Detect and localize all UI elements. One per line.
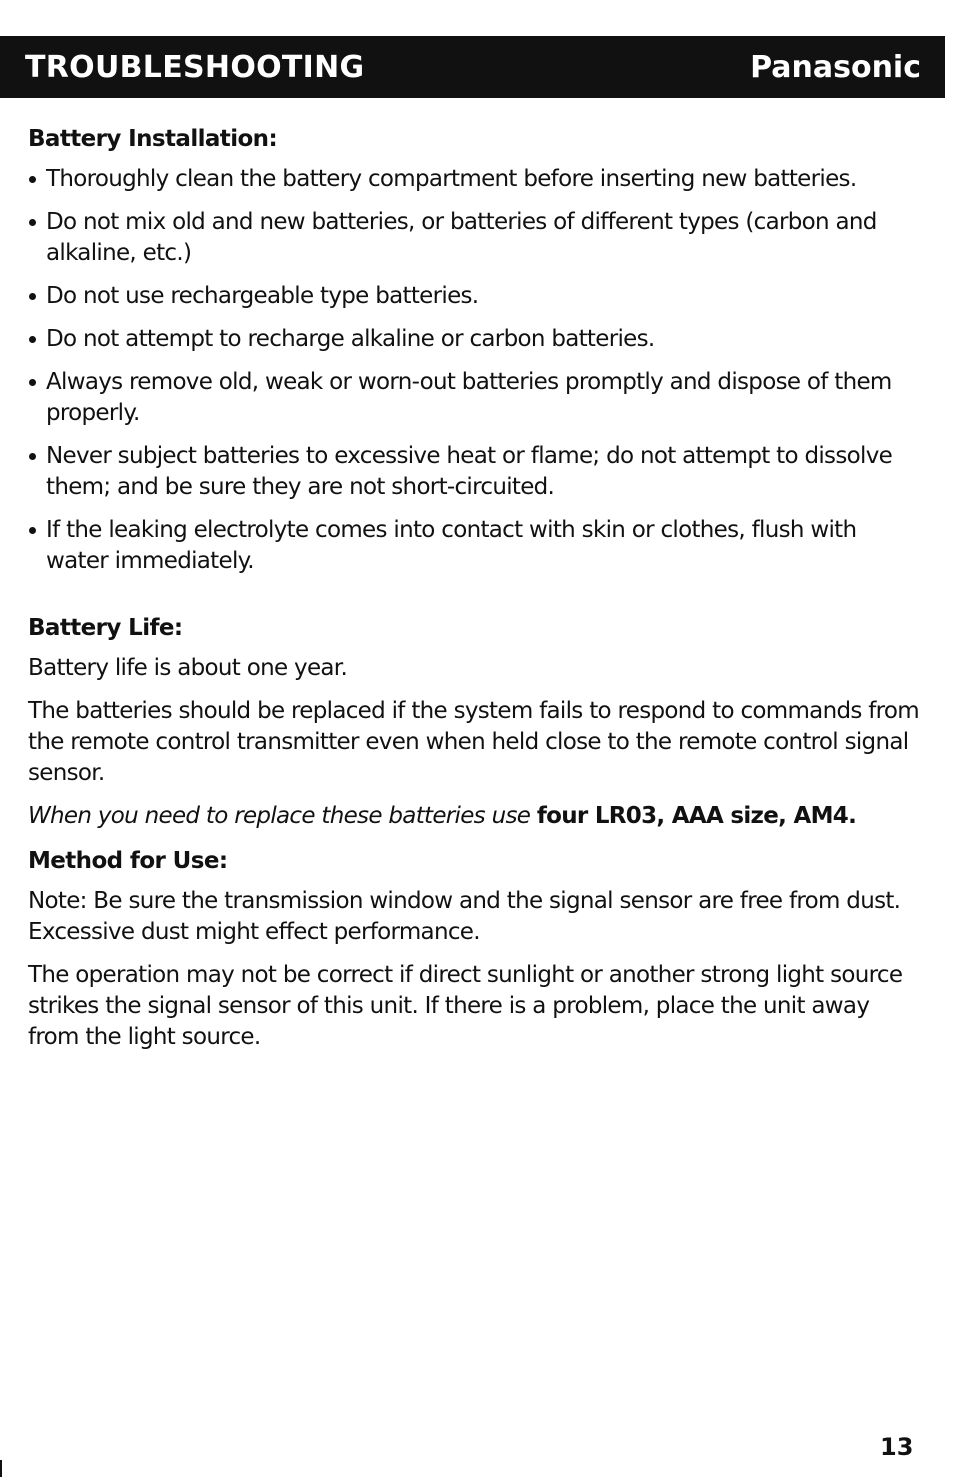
battery-life-text: Battery life is about one year. [28,655,348,681]
list-item [28,441,920,503]
page-number: 13 [880,1433,914,1461]
battery-type-note [28,801,920,832]
method-for-use-heading: Method for Use: [28,848,228,874]
list-item-text: Never subject batteries to excessive heat or flame; do not attempt to dissolve them; and be sure they are not short-circuited. [46,443,893,500]
page-header [0,36,945,98]
battery-life-heading: Battery Life: [28,615,183,641]
list-item [28,324,920,355]
bullet-icon [29,336,36,343]
list-item [28,367,920,429]
brand-logo-text: Panasonic [750,49,921,85]
list-item [28,164,920,195]
list-item-text: If the leaking electrolyte comes into contact with skin or clothes, flush with water immediately. [46,517,857,574]
bullet-icon [29,527,36,534]
battery-installation-list [28,164,920,577]
battery-type-spec: four LR03, AAA size, AM4. [536,803,857,829]
bullet-icon [29,379,36,386]
list-item [28,515,920,577]
page-content [28,126,920,1065]
list-item-text: Do not use rechargeable type batteries. [46,283,479,309]
margin-mark [0,1460,2,1477]
bullet-icon [29,176,36,183]
section-title: TROUBLESHOOTING [25,49,365,85]
battery-replacement-text: The batteries should be replaced if the system fails to respond to commands from the remote control transmitter even when held close to the remote control signal sensor. [28,698,919,786]
method-light-text: The operation may not be correct if direct sunlight or another strong light source strikes the signal sensor of this unit. If there is a problem, place the unit away from the light source. [28,962,903,1050]
bullet-icon [29,219,36,226]
bullet-icon [29,293,36,300]
list-item [28,207,920,269]
list-item-text: Always remove old, weak or worn-out batteries promptly and dispose of them properly. [46,369,892,426]
battery-type-intro: When you need to replace these batteries use [28,803,537,829]
list-item [28,281,920,312]
battery-installation-heading: Battery Installation: [28,126,278,152]
list-item-text: Thoroughly clean the battery compartment before inserting new batteries. [46,166,857,192]
list-item-text: Do not attempt to recharge alkaline or carbon batteries. [46,326,655,352]
list-item-text: Do not mix old and new batteries, or batteries of different types (carbon and alkaline, etc.) [46,209,877,266]
method-note-text: Note: Be sure the transmission window and the signal sensor are free from dust. Excessive dust might effect performance. [28,888,901,945]
bullet-icon [29,453,36,460]
